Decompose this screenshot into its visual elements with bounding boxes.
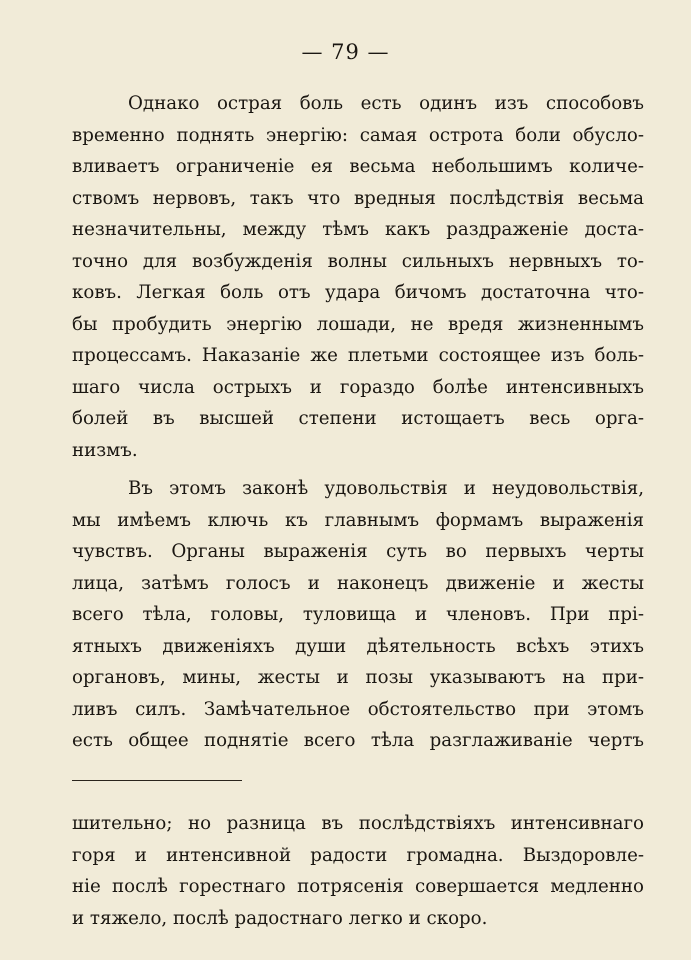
- text-line: есть общее поднятіе всего тѣла разглаживаніе чертъ: [72, 730, 644, 751]
- text-line: лица, затѣмъ голосъ и наконецъ движеніе и жесты: [72, 572, 644, 594]
- text-line: ковъ. Легкая боль отъ удара бичомъ достаточна что-: [72, 282, 644, 303]
- footnote-separator: [72, 780, 242, 781]
- text-line: Однако острая боль есть одинъ изъ способовъ: [128, 93, 644, 114]
- footnote: [72, 808, 644, 934]
- footnote-line: шительно; но разница въ послѣдствіяхъ интенсивнаго: [72, 813, 644, 834]
- text-line: Въ этомъ законѣ удовольствія и неудовольствія,: [128, 478, 644, 499]
- text-line: органовъ, мины, жесты и позы указываютъ на при-: [72, 667, 644, 688]
- text-line: вливаетъ ограниченіе ея весьма небольшимъ количе-: [72, 156, 644, 177]
- text-line: незначительны, между тѣмъ какъ раздраженіе доста-: [72, 219, 644, 240]
- text-line: чувствъ. Органы выраженія суть во первыхъ черты: [72, 541, 644, 562]
- footnote-line: горя и интенсивной радости громадна. Выздоровле-: [72, 844, 644, 866]
- footnote-line: и тяжело, послѣ радостнаго легко и скоро.: [72, 907, 488, 929]
- footnote-line: ніе послѣ горестнаго потрясенія совершается медленно: [72, 876, 644, 897]
- text-line: точно для возбужденія волны сильныхъ нервныхъ то-: [72, 250, 644, 272]
- text-line: процессамъ. Наказаніе же плетьми состоящее изъ боль-: [72, 345, 644, 366]
- text-line: болей въ высшей степени истощаетъ весь орга-: [72, 408, 644, 429]
- text-line: шаго числа острыхъ и гораздо болѣе интенсивныхъ: [72, 376, 644, 398]
- text-line: низмъ.: [72, 439, 138, 461]
- text-line: всего тѣла, головы, туловища и членовъ. При прі-: [72, 604, 644, 625]
- text-line: ятныхъ движеніяхъ души дѣятельность всѣхъ этихъ: [72, 635, 644, 657]
- paragraph-2: [72, 473, 644, 757]
- page-number: — 79 —: [301, 40, 390, 64]
- text-line: бы пробудить энергію лошади, не вредя жизненнымъ: [72, 313, 644, 335]
- text-line: ствомъ нервовъ, такъ что вредныя послѣдствія весьма: [72, 187, 644, 209]
- paragraph-1: [72, 88, 644, 466]
- text-line: мы имѣемъ ключь къ главнымъ формамъ выраженія: [72, 509, 644, 531]
- text-line: временно поднять энергію: самая острота боли обусло-: [72, 124, 644, 146]
- text-line: ливъ силъ. Замѣчательное обстоятельство при этомъ: [72, 698, 644, 720]
